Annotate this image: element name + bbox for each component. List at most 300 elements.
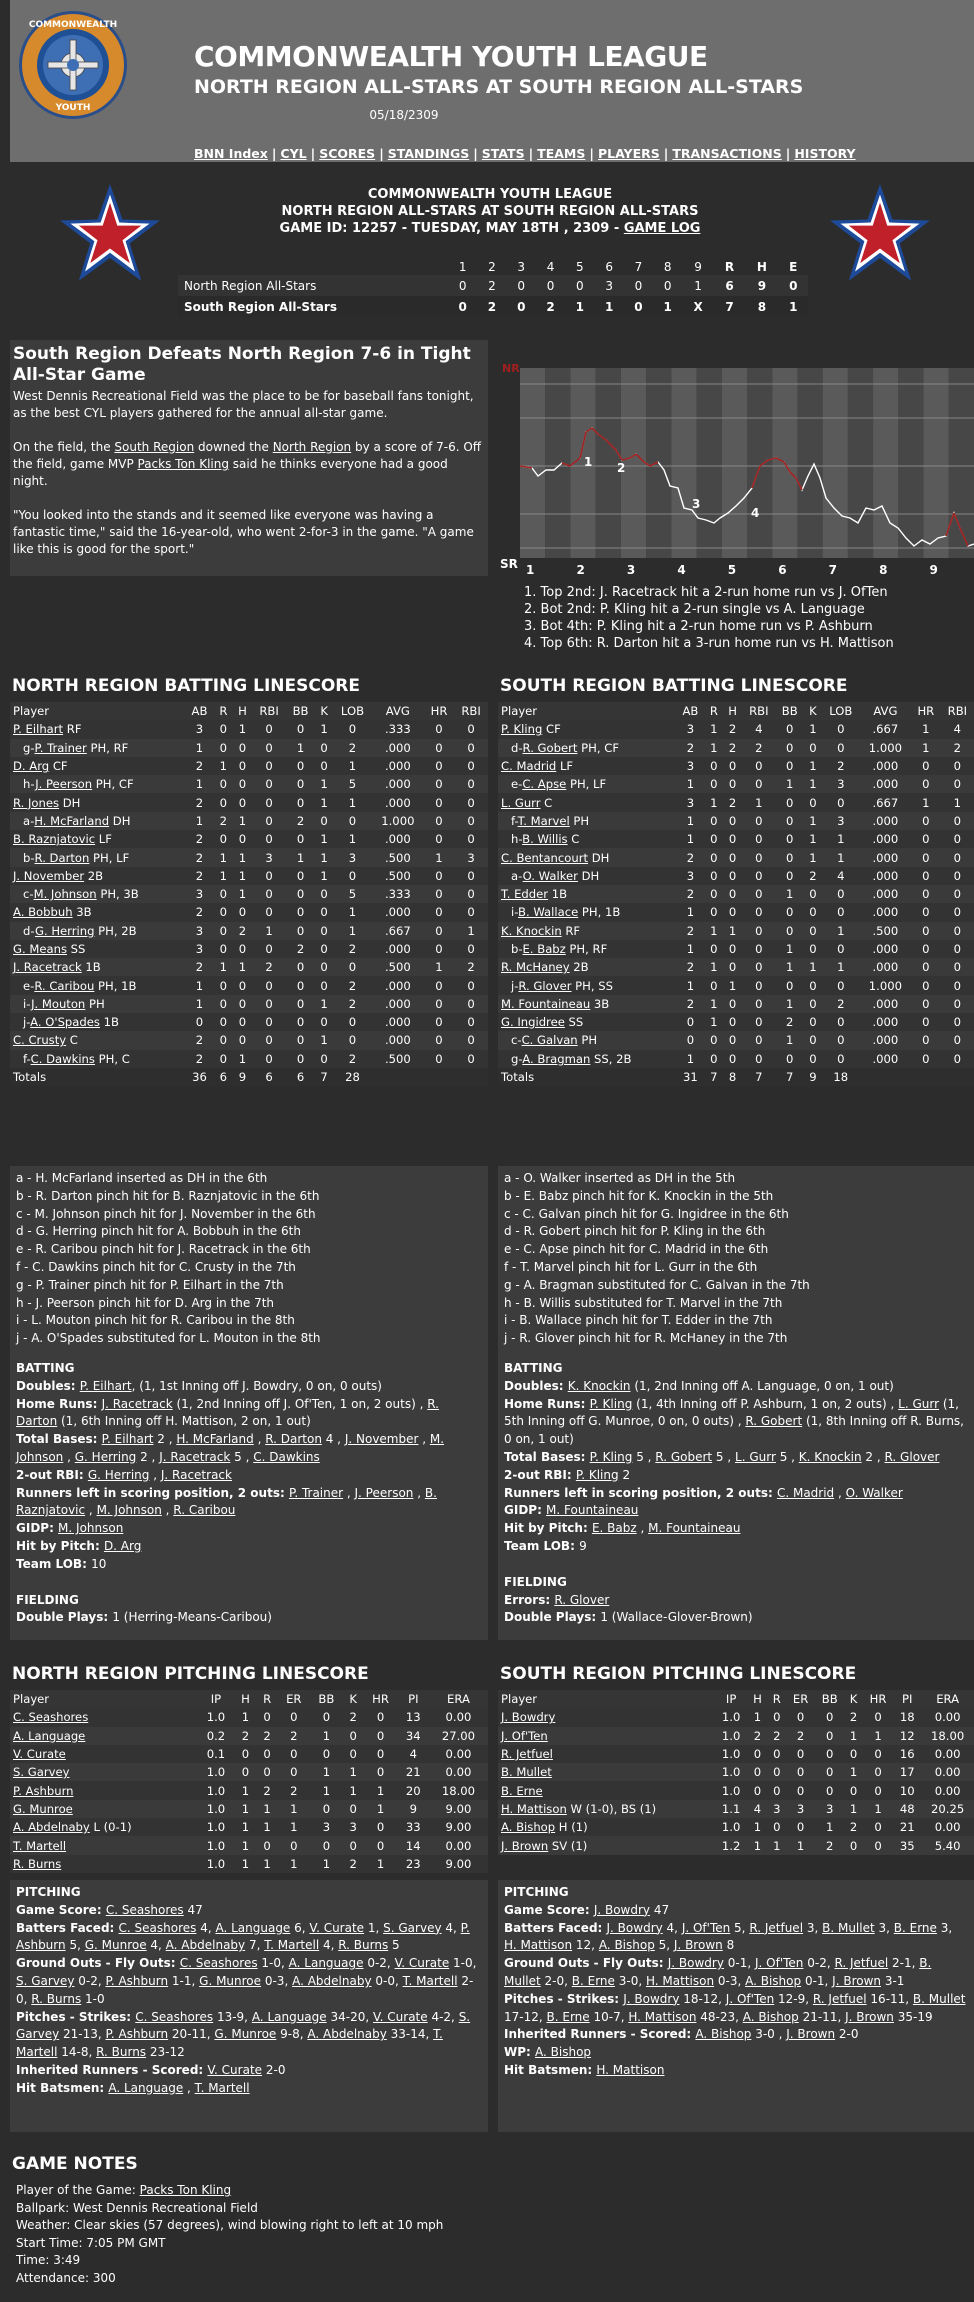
- stat-cell: 0: [755, 887, 763, 902]
- player-link[interactable]: A. Language: [108, 2080, 184, 2095]
- linescore-team[interactable]: North Region All-Stars: [184, 278, 317, 293]
- player-link[interactable]: R. Glover: [518, 978, 572, 993]
- player-link[interactable]: A. Bobbuh: [13, 905, 73, 920]
- player-link[interactable]: G. Herring: [34, 923, 95, 938]
- player-link[interactable]: R. Burns: [31, 1991, 82, 2006]
- player-link[interactable]: R. Darton: [16, 1396, 439, 1429]
- player-link[interactable]: J. Bowdry: [667, 1956, 724, 1971]
- table-row: [498, 720, 974, 738]
- player-cell: [498, 995, 676, 1013]
- stat-cell: 2: [195, 1051, 204, 1066]
- player-link[interactable]: Packs Ton Kling: [139, 2183, 232, 2197]
- player-link[interactable]: J. Brown: [845, 2009, 894, 2024]
- stat-cell: 1: [238, 850, 247, 865]
- stat-cell: 0: [922, 905, 930, 920]
- nav-bnn-index[interactable]: BNN Index: [194, 146, 268, 161]
- totals-cell: 7: [705, 1068, 723, 1086]
- player-link[interactable]: C. Seashores: [179, 1956, 258, 1971]
- player-position: 3B: [72, 905, 92, 920]
- player-link[interactable]: E. Babz: [591, 1521, 637, 1536]
- stat-cell: 0: [219, 722, 228, 737]
- linescore-table: [178, 259, 808, 317]
- table-row: [498, 739, 974, 757]
- player-link[interactable]: B. Mullet: [912, 1991, 966, 2006]
- stat-cell: 2: [837, 759, 845, 774]
- nav-transactions[interactable]: TRANSACTIONS: [672, 146, 782, 161]
- player-link[interactable]: C. Seashores: [118, 1920, 197, 1935]
- stat-cell: 35: [899, 1838, 915, 1853]
- note-line: [16, 1396, 482, 1432]
- player-link[interactable]: C. Crusty: [13, 1033, 67, 1048]
- nav-players[interactable]: PLAYERS: [597, 146, 660, 161]
- stat-cell: 0: [348, 722, 357, 737]
- pitcher-cell: [10, 1708, 198, 1726]
- player-link[interactable]: J. Of'Ten: [681, 1920, 731, 1935]
- player-link[interactable]: A. Bishop: [742, 2009, 799, 2024]
- player-link[interactable]: T. Martell: [402, 1973, 458, 1988]
- stat-cell: 0: [435, 813, 443, 828]
- stat-cell: 1: [322, 1728, 331, 1743]
- stat-cell: 2: [826, 1838, 834, 1853]
- stat-cell: 0: [467, 1015, 475, 1030]
- player-link[interactable]: B. Erne: [571, 1973, 615, 1988]
- player-link[interactable]: R. Jetfuel: [812, 1991, 867, 2006]
- player-link[interactable]: P. Ashburn: [16, 1920, 470, 1953]
- note-text: 0-2,: [363, 1956, 395, 1971]
- player-link[interactable]: B. Mullet: [822, 1920, 875, 1935]
- stat-cell: 0: [922, 1015, 930, 1030]
- player-link[interactable]: S. Garvey: [16, 2009, 471, 2042]
- sub-letter: i-: [511, 905, 518, 920]
- pitcher-cell: [498, 1781, 715, 1799]
- player-link[interactable]: H. Mattison: [596, 2062, 665, 2077]
- player-link[interactable]: D. Arg: [103, 1538, 142, 1553]
- table-row: [10, 922, 488, 940]
- player-link[interactable]: V. Curate: [394, 1956, 450, 1971]
- stat-cell: 0: [467, 832, 475, 847]
- column-header: K: [844, 1690, 862, 1708]
- player-link[interactable]: R. Caribou: [34, 978, 95, 993]
- player-link[interactable]: J. Bowdry: [623, 1991, 680, 2006]
- stat-cell: 0: [322, 1801, 331, 1816]
- linescore-row-home: [178, 296, 808, 317]
- table-row: [10, 1050, 488, 1068]
- table-row: [10, 793, 488, 811]
- player-link[interactable]: J. November: [344, 1432, 419, 1447]
- inning-score: 0: [576, 278, 584, 293]
- note-line: [504, 1991, 968, 2027]
- league-logo[interactable]: [18, 10, 128, 120]
- stat-cell: .000: [384, 1015, 411, 1030]
- stat-cell: 1: [320, 795, 328, 810]
- player-link[interactable]: P. Trainer: [34, 740, 87, 755]
- table-row: [10, 1763, 488, 1781]
- inning-tick-label: 4: [677, 563, 686, 577]
- player-link[interactable]: R. Jones: [13, 795, 60, 810]
- player-link[interactable]: R. McHaney: [501, 960, 570, 975]
- player-link[interactable]: K. Knockin: [798, 1449, 862, 1464]
- player-link[interactable]: R. Caribou: [173, 1503, 236, 1518]
- player-link[interactable]: C. Dawkins: [30, 1051, 95, 1066]
- player-link[interactable]: S. Garvey: [383, 1920, 442, 1935]
- player-link[interactable]: J. Peerson: [354, 1485, 414, 1500]
- player-link[interactable]: C. Dawkins: [253, 1449, 320, 1464]
- player-link[interactable]: A. Bishop: [745, 1973, 802, 1988]
- player-link[interactable]: T. Martell: [16, 2027, 443, 2060]
- pitcher-link[interactable]: A. Abdelnaby: [13, 1820, 90, 1835]
- home-team-logo-star[interactable]: [828, 182, 932, 286]
- player-link[interactable]: P. Kling: [589, 1449, 633, 1464]
- player-link[interactable]: C. Galvan: [521, 1033, 578, 1048]
- stat-cell: 0: [322, 1747, 331, 1762]
- stat-cell: 0: [809, 1015, 817, 1030]
- player-link[interactable]: V. Curate: [372, 2009, 428, 2024]
- note-text: ,: [161, 1503, 174, 1518]
- player-link[interactable]: H. McFarland: [34, 813, 110, 828]
- game-notes-title: GAME NOTES: [12, 2154, 138, 2174]
- player-link[interactable]: G. Munroe: [84, 1938, 147, 1953]
- stat-cell: 0: [265, 887, 273, 902]
- stat-cell: 34: [405, 1728, 421, 1743]
- pitcher-link[interactable]: A. Bishop: [501, 1820, 556, 1835]
- linescore-header-cell: 1: [458, 260, 467, 274]
- pitcher-link[interactable]: G. Munroe: [13, 1801, 73, 1816]
- player-link[interactable]: J. Of'Ten: [755, 1956, 804, 1971]
- player-link[interactable]: J. Racetrack: [160, 1467, 232, 1482]
- player-link[interactable]: J. Bowdry: [606, 1920, 663, 1935]
- player-link[interactable]: C. Apse: [522, 777, 567, 792]
- player-link[interactable]: M. Fountaineau: [546, 1503, 639, 1518]
- nav-cyl[interactable]: CYL: [280, 146, 307, 161]
- player-link[interactable]: J. Peerson: [35, 777, 93, 792]
- stat-cell: 12: [899, 1728, 915, 1743]
- stat-cell: 0: [786, 868, 794, 883]
- player-link[interactable]: C. Madrid: [776, 1485, 835, 1500]
- stat-cell: 14: [405, 1838, 421, 1853]
- player-link[interactable]: O. Walker: [522, 868, 578, 883]
- note-line: [16, 1485, 482, 1521]
- player-link[interactable]: P. Ashburn: [105, 2027, 169, 2042]
- nav-stats[interactable]: STATS: [481, 146, 525, 161]
- pitcher-link[interactable]: J. Brown: [501, 1838, 549, 1853]
- column-header: Player: [498, 1690, 715, 1708]
- pitcher-link[interactable]: J. Of'Ten: [501, 1728, 548, 1743]
- player-position: PH, CF: [577, 740, 619, 755]
- recap-team-link[interactable]: North Region: [272, 440, 352, 454]
- stat-cell: 0: [238, 1015, 247, 1030]
- pitcher-link[interactable]: R. Burns: [13, 1856, 62, 1871]
- column-header: R: [257, 1690, 278, 1708]
- stat-cell: 1: [773, 1838, 781, 1853]
- note-text: 3-1: [881, 1973, 905, 1988]
- half-inning-band: [873, 368, 898, 558]
- table-row: [10, 1781, 488, 1799]
- player-link[interactable]: T. Edder: [501, 887, 549, 902]
- note-text: 4-2,: [427, 2009, 459, 2024]
- stat-cell: 1: [320, 1033, 328, 1048]
- player-link[interactable]: P. Ashburn: [105, 1973, 169, 1988]
- note-text: 1 (Herring-Means-Caribou): [112, 1610, 272, 1625]
- stat-cell: 2: [786, 1015, 794, 1030]
- player-link[interactable]: J. Brown: [832, 1973, 882, 1988]
- player-link[interactable]: B. Willis: [522, 832, 568, 847]
- stat-cell: 0: [467, 887, 475, 902]
- sub-letter: b-: [23, 850, 35, 865]
- player-link[interactable]: T. Martell: [194, 2080, 250, 2095]
- column-header: IP: [198, 1690, 235, 1708]
- table-row: [10, 1855, 488, 1873]
- player-link[interactable]: H. Mattison: [645, 1973, 715, 1988]
- away-team-logo-star[interactable]: [58, 182, 162, 286]
- pitcher-link[interactable]: R. Jetfuel: [501, 1747, 553, 1762]
- player-position: DH: [109, 813, 131, 828]
- player-link[interactable]: J. Racetrack: [159, 1449, 231, 1464]
- stat-cell: 0: [837, 1015, 845, 1030]
- player-link[interactable]: R. Glover: [554, 1592, 610, 1607]
- sub-letter: b-: [511, 942, 523, 956]
- stat-cell: 0: [922, 1033, 930, 1048]
- pitcher-link[interactable]: H. Mattison: [501, 1801, 567, 1816]
- player-link[interactable]: T. Marvel: [517, 813, 570, 828]
- pitcher-link[interactable]: A. Language: [13, 1728, 86, 1743]
- player-link[interactable]: A. Language: [215, 1920, 291, 1935]
- recap-paragraph-2: On the field, the South Region downed the North Region by a score of 7-6. Off the field, game MVP Packs Ton Kling said he thinks everyone had a good night.: [13, 440, 482, 488]
- player-link[interactable]: A. Bishop: [695, 2027, 752, 2042]
- substitution-note: a - O. Walker inserted as DH in the 5th: [504, 1171, 736, 1185]
- player-link[interactable]: G. Means: [13, 942, 67, 956]
- player-link[interactable]: H. Mattison: [504, 1938, 573, 1953]
- player-link[interactable]: P. Kling: [575, 1467, 619, 1482]
- linescore-header-cell: 8: [663, 260, 672, 274]
- stat-cell: 0: [837, 1051, 845, 1066]
- player-link[interactable]: J. Racetrack: [101, 1396, 173, 1411]
- note-line: [504, 1449, 968, 1467]
- table-row: [498, 793, 974, 811]
- stat-cell: .000: [872, 942, 899, 956]
- stat-cell: 1: [290, 1856, 298, 1871]
- player-position: PH, RF: [565, 942, 608, 956]
- wpa-top-label: NR: [502, 362, 520, 375]
- note-label: 2-out RBI:: [504, 1467, 576, 1482]
- player-link[interactable]: V. Curate: [207, 2062, 263, 2077]
- wpa-marker-3: 3: [692, 497, 701, 511]
- player-link[interactable]: G. Herring: [87, 1467, 150, 1482]
- player-link[interactable]: P. Eilhart: [79, 1378, 132, 1393]
- player-link[interactable]: V. Curate: [309, 1920, 365, 1935]
- stat-cell: 0: [710, 850, 718, 865]
- player-link[interactable]: A. O'Spades: [30, 1015, 100, 1030]
- player-link[interactable]: B. Raznjatovic: [13, 832, 96, 847]
- player-link[interactable]: C. Seashores: [135, 2009, 214, 2024]
- wpa-marker-1: 1: [584, 455, 593, 469]
- pitcher-link[interactable]: S. Garvey: [13, 1765, 70, 1780]
- player-link[interactable]: J. November: [13, 868, 85, 883]
- player-link[interactable]: T. Martell: [264, 1938, 320, 1953]
- player-link[interactable]: R. Jetfuel: [834, 1956, 889, 1971]
- stat-cell: .000: [872, 850, 899, 865]
- stat-cell: 0: [837, 722, 845, 737]
- player-link[interactable]: L. Gurr: [501, 795, 541, 810]
- stat-cell: 2: [195, 905, 204, 920]
- player-link[interactable]: D. Arg: [13, 759, 50, 774]
- player-link[interactable]: P. Kling: [589, 1396, 633, 1411]
- player-link[interactable]: J. Of'Ten: [725, 1991, 775, 2006]
- note-text: , (1, 1st Inning off J. Bowdry, 0 on, 0 outs): [131, 1378, 382, 1393]
- player-link[interactable]: R. Darton: [34, 850, 90, 865]
- player-link[interactable]: G. Herring: [74, 1449, 137, 1464]
- player-link[interactable]: M. Fountaineau: [648, 1521, 741, 1536]
- player-link[interactable]: J. Brown: [673, 1938, 723, 1953]
- player-link[interactable]: G. Munroe: [199, 1973, 262, 1988]
- player-link[interactable]: J. Racetrack: [13, 960, 82, 975]
- player-link[interactable]: G. Munroe: [214, 2027, 277, 2042]
- table-row: [498, 1031, 974, 1049]
- note-label: Runners left in scoring position, 2 outs:: [504, 1485, 777, 1500]
- player-link[interactable]: G. Ingidree: [501, 1015, 565, 1030]
- stat-cell: 20.25: [931, 1801, 965, 1816]
- stat-cell: 4: [753, 1801, 762, 1816]
- stat-cell: 1: [686, 978, 695, 993]
- pitcher-link[interactable]: T. Martell: [13, 1838, 67, 1853]
- player-link[interactable]: C. Bentancourt: [501, 850, 589, 865]
- substitution-note: i - B. Wallace pinch hit for T. Edder in the 7th: [504, 1313, 773, 1328]
- player-link[interactable]: A. Abdelnaby: [292, 1973, 372, 1988]
- player-position: 1B: [99, 1015, 119, 1030]
- player-link[interactable]: C. Madrid: [501, 759, 557, 774]
- stat-cell: 0: [238, 942, 247, 956]
- stat-cell: 2: [348, 1051, 357, 1066]
- linescore-header-cell: 4: [546, 260, 555, 274]
- player-link[interactable]: M. Johnson: [96, 1503, 162, 1518]
- player-position: PH, C: [94, 1051, 130, 1066]
- pitcher-link[interactable]: J. Bowdry: [501, 1710, 556, 1725]
- player-link[interactable]: R. Burns: [338, 1938, 389, 1953]
- player-link[interactable]: P. Eilhart: [101, 1432, 154, 1447]
- player-link[interactable]: R. Darton: [265, 1432, 322, 1447]
- stat-cell: 2: [728, 740, 737, 755]
- recap-mvp-link[interactable]: Packs Ton Kling: [137, 457, 229, 471]
- linescore-team[interactable]: South Region All-Stars: [184, 299, 337, 314]
- player-link[interactable]: R. Gobert: [655, 1449, 713, 1464]
- note-label: Inherited Runners - Scored:: [504, 2027, 696, 2042]
- stat-cell: 1: [290, 1820, 298, 1835]
- stat-cell: 0: [467, 905, 475, 920]
- player-link[interactable]: L. Gurr: [898, 1396, 940, 1411]
- game-log-link[interactable]: GAME LOG: [623, 221, 701, 236]
- nav-history[interactable]: HISTORY: [794, 146, 856, 161]
- player-link[interactable]: A. Language: [288, 1956, 364, 1971]
- player-link[interactable]: P. Trainer: [288, 1485, 344, 1500]
- stat-cell: 18: [899, 1710, 915, 1725]
- stat-cell: 0.00: [445, 1747, 472, 1762]
- stat-cell: 1: [786, 887, 794, 902]
- stat-cell: 1: [922, 740, 930, 755]
- stat-cell: 2: [837, 996, 845, 1011]
- stat-cell: 1.1: [721, 1801, 741, 1816]
- stat-cell: 0: [348, 1015, 357, 1030]
- note-line: [16, 1920, 482, 1956]
- player-link[interactable]: L. Gurr: [735, 1449, 776, 1464]
- stat-cell: 1.0: [206, 1856, 226, 1871]
- pitcher-link[interactable]: B. Mullet: [501, 1765, 552, 1780]
- pitcher-link[interactable]: V. Curate: [13, 1747, 66, 1762]
- player-link[interactable]: J. Mouton: [31, 996, 86, 1011]
- pitcher-link[interactable]: B. Erne: [501, 1783, 543, 1798]
- stat-cell: 0: [953, 887, 962, 902]
- stat-cell: 1: [376, 1801, 385, 1816]
- player-link[interactable]: M. Johnson: [16, 1432, 445, 1464]
- fielding-notes-title: FIELDING: [504, 1574, 567, 1589]
- player-link[interactable]: A. Language: [251, 2009, 327, 2024]
- nav-standings[interactable]: STANDINGS: [387, 146, 470, 161]
- player-link[interactable]: K. Knockin: [501, 923, 562, 938]
- column-header: ER: [786, 1690, 815, 1708]
- player-link[interactable]: M. Johnson: [58, 1521, 124, 1536]
- player-link[interactable]: R. Glover: [884, 1449, 940, 1464]
- stat-cell: 0: [238, 777, 247, 792]
- player-link[interactable]: B. Erne: [546, 2009, 590, 2024]
- player-link[interactable]: A. Abdelnaby: [307, 2027, 387, 2042]
- stat-cell: 0: [922, 887, 930, 902]
- nav-teams[interactable]: TEAMS: [537, 146, 586, 161]
- stat-cell: 3: [837, 813, 845, 828]
- player-link[interactable]: P. Kling: [501, 722, 543, 737]
- player-link[interactable]: P. Eilhart: [13, 722, 64, 737]
- stat-cell: .000: [872, 1015, 899, 1030]
- player-link[interactable]: J. Brown: [786, 2027, 836, 2042]
- player-link[interactable]: B. Mullet: [504, 1956, 932, 1988]
- player-link[interactable]: R. Gobert: [745, 1414, 803, 1429]
- player-link[interactable]: H. Mattison: [628, 2009, 697, 2024]
- note-text: (1, 2nd Inning off J. Of'Ten, 1 on, 2 outs) ,: [172, 1396, 428, 1411]
- stat-cell: 0: [786, 923, 794, 938]
- note-text: 1-0,: [449, 1956, 477, 1971]
- player-link[interactable]: S. Garvey: [16, 1973, 75, 1988]
- totals-cell: [860, 1068, 911, 1086]
- recap-team-link[interactable]: South Region: [114, 440, 195, 454]
- player-link[interactable]: M. Fountaineau: [501, 996, 591, 1011]
- player-link[interactable]: R. Jetfuel: [749, 1920, 804, 1935]
- pitcher-link[interactable]: C. Seashores: [13, 1710, 89, 1725]
- stat-cell: 0: [826, 1765, 834, 1780]
- player-link[interactable]: A. Bragman: [522, 1051, 591, 1066]
- player-link[interactable]: J. Bowdry: [593, 1902, 651, 1917]
- player-link[interactable]: B. Raznjatovic: [16, 1485, 437, 1518]
- table-header-row: [498, 1690, 974, 1708]
- player-link[interactable]: R. Gobert: [522, 740, 578, 755]
- player-link[interactable]: A. Abdelnaby: [165, 1938, 246, 1953]
- substitution-note: j - A. O'Spades substituted for L. Mouton in the 8th: [16, 1331, 321, 1346]
- stat-cell: .000: [872, 905, 899, 920]
- player-link[interactable]: B. Erne: [893, 1920, 937, 1935]
- note-text: 8: [722, 1938, 735, 1953]
- stat-cell: 0: [296, 1033, 305, 1048]
- north-pitching-table: [10, 1690, 488, 1873]
- player-link[interactable]: A. Bishop: [535, 2045, 592, 2060]
- player-link[interactable]: O. Walker: [845, 1485, 903, 1500]
- pitcher-link[interactable]: P. Ashburn: [13, 1783, 74, 1798]
- player-link[interactable]: E. Babz: [522, 942, 566, 956]
- player-link[interactable]: C. Seashores: [105, 1902, 184, 1917]
- player-link[interactable]: H. McFarland: [176, 1432, 254, 1447]
- player-link[interactable]: M. Johnson: [33, 887, 97, 902]
- nav-scores[interactable]: SCORES: [319, 146, 376, 161]
- player-link[interactable]: R. Burns: [96, 2045, 147, 2060]
- stat-cell: 1: [753, 1710, 762, 1725]
- player-link[interactable]: K. Knockin: [567, 1378, 631, 1393]
- player-link[interactable]: A. Bishop: [598, 1938, 655, 1953]
- player-link[interactable]: B. Wallace: [518, 905, 579, 920]
